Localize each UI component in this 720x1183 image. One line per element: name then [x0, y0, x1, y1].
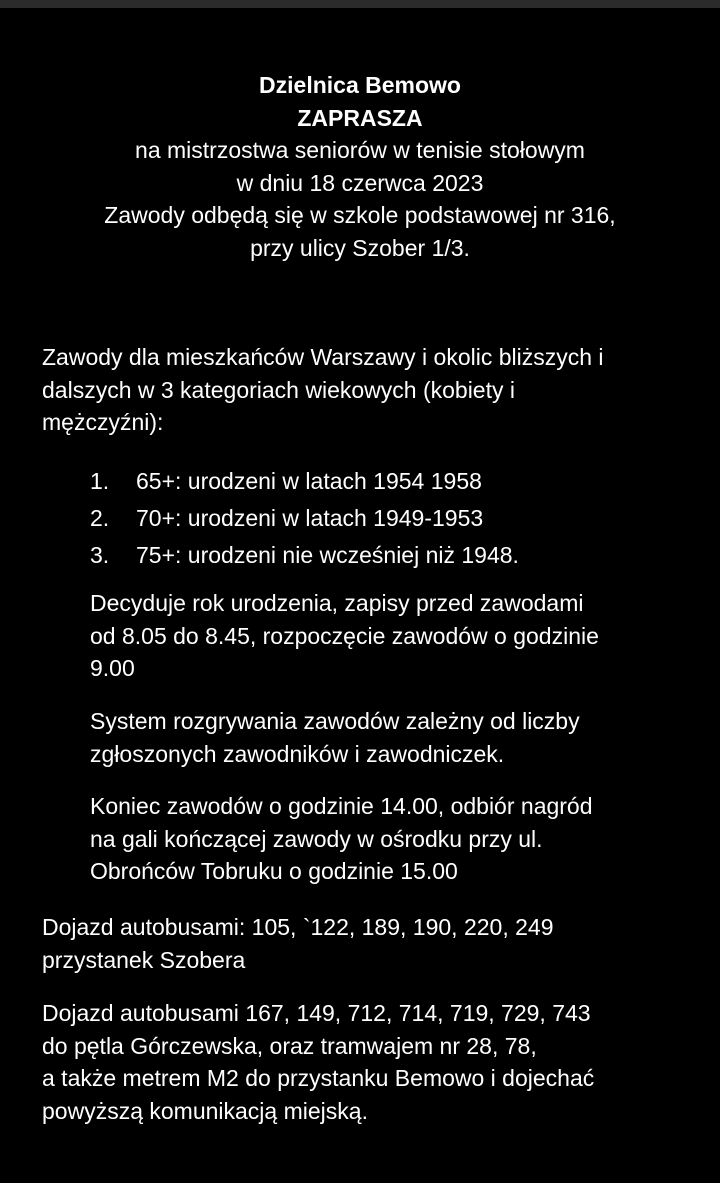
poster-header: [0, 69, 720, 265]
list-number: 1.: [90, 468, 110, 494]
list-number: 3.: [90, 542, 110, 568]
header-line-date: w dniu 18 czerwca 2023: [236, 169, 484, 196]
registration-paragraph: [90, 587, 690, 685]
paragraph-line: Koniec zawodów o godzinie 14.00, odbiór nagród: [90, 793, 593, 819]
paragraph-line: na gali kończącej zawody w ośrodku przy ul.: [90, 825, 543, 852]
list-text: 75+: urodzeni nie wcześniej niż 1948.: [136, 542, 519, 568]
list-item: [90, 537, 690, 574]
system-paragraph: [90, 705, 690, 770]
list-item: [90, 500, 690, 537]
header-line-venue: Zawody odbędą się w szkole podstawowej nr 316,: [104, 202, 616, 229]
transport-other-paragraph: [42, 997, 692, 1127]
list-item: [90, 463, 690, 500]
intro-line: Zawody dla mieszkańców Warszawy i okolic bliższych i: [42, 344, 604, 370]
list-text: 70+: urodzeni w latach 1949-1953: [136, 505, 484, 531]
paragraph-line: Decyduje rok urodzenia, zapisy przed zawodami: [90, 590, 584, 616]
paragraph-line: od 8.05 do 8.45, rozpoczęcie zawodów o godzinie: [90, 622, 599, 649]
paragraph-line: powyższą komunikacją miejską.: [42, 1097, 368, 1124]
closing-paragraph: [90, 790, 690, 888]
transport-bus-paragraph: [42, 911, 692, 976]
intro-line: dalszych w 3 kategoriach wiekowych (kobiety i: [42, 376, 515, 403]
paragraph-line: przystanek Szobera: [42, 946, 246, 973]
list-number: 2.: [90, 505, 110, 531]
invites-title: ZAPRASZA: [297, 104, 423, 131]
district-title: Dzielnica Bemowo: [259, 72, 461, 98]
list-text: 65+: urodzeni w latach 1954 1958: [136, 468, 482, 494]
paragraph-line: do pętla Górczewska, oraz tramwajem nr 28, 78,: [42, 1032, 537, 1059]
paragraph-line: Dojazd autobusami: 105, `122, 189, 190, 220, 249: [42, 914, 554, 940]
header-line-address: przy ulicy Szober 1/3.: [250, 234, 470, 261]
age-category-list: [90, 463, 690, 574]
intro-paragraph: [42, 341, 692, 439]
paragraph-line: a także metrem M2 do przystanku Bemowo i dojechać: [42, 1065, 595, 1092]
paragraph-line: 9.00: [90, 655, 135, 682]
header-line-event: na mistrzostwa seniorów w tenisie stołowym: [135, 137, 585, 164]
paragraph-line: System rozgrywania zawodów zależny od liczby: [90, 708, 580, 734]
paragraph-line: Obrońców Tobruku o godzinie 15.00: [90, 858, 458, 885]
intro-line: mężczyźni):: [42, 409, 164, 436]
paragraph-line: zgłoszonych zawodników i zawodniczek.: [90, 740, 505, 767]
paragraph-line: Dojazd autobusami 167, 149, 712, 714, 719, 729, 743: [42, 1000, 591, 1026]
